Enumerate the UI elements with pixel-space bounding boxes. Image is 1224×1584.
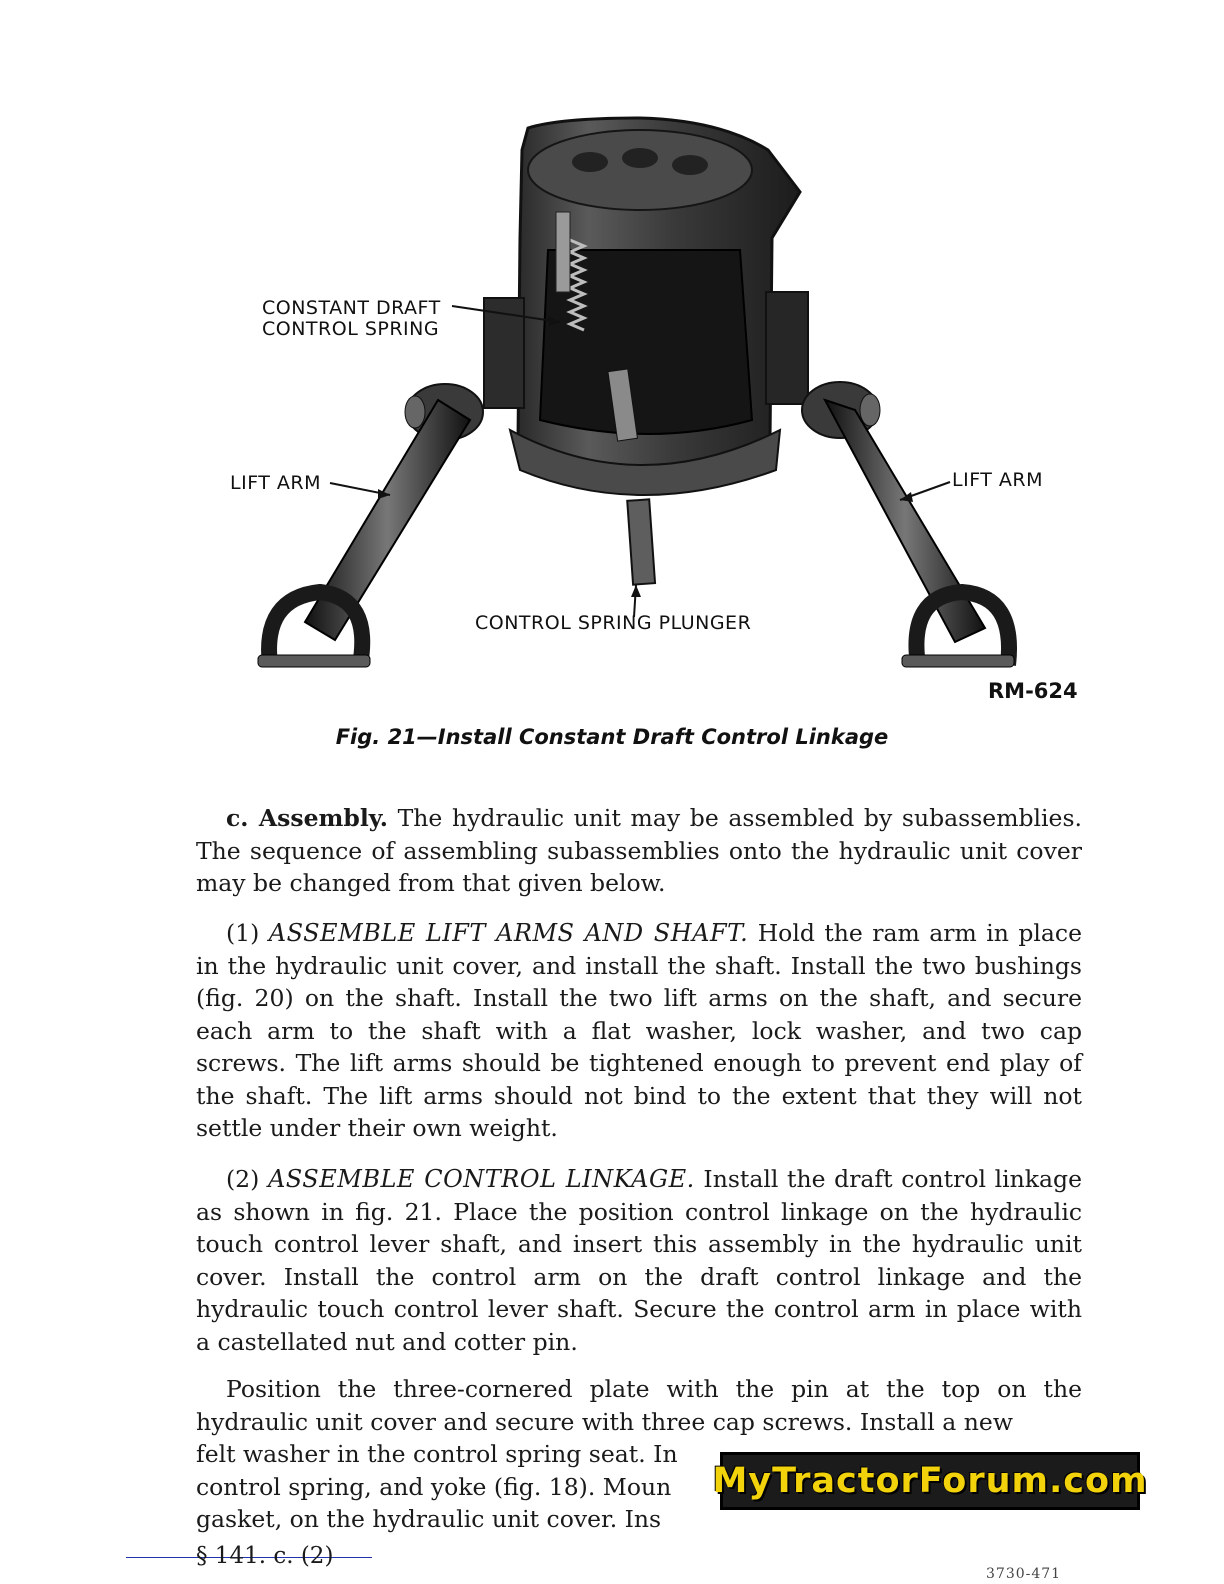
label-constant-draft-spring-1: CONSTANT DRAFT [262, 297, 441, 319]
paragraph-lift-arms [196, 917, 1082, 1145]
plate-line-4: control spring, and yoke (fig. 18). Moun [196, 1472, 672, 1501]
lift-arms-text: Hold the ram arm in place in the hydraulic unit cover, and install the shaft. Install the two bushings (fig. 20) on the shaft. Install the two lift arms on the shaft, and secure each arm to the shaft with a flat washer, lock washer, and two cap screws. The lift arms should be tightened enough to prevent end play of the shaft. The lift arms should not bind to the extent that they will not settle under their own weight. [196, 919, 1083, 1142]
label-lift-arm-right: LIFT ARM [952, 469, 1044, 491]
section-reference: § 141. c. (2) [196, 1543, 334, 1569]
step-number-2: (2) [226, 1165, 268, 1193]
control-linkage-heading: ASSEMBLE CONTROL LINKAGE. [267, 1165, 695, 1193]
plate-line-5: gasket, on the hydraulic unit cover. Ins [196, 1505, 662, 1533]
label-constant-draft-spring-2: CONTROL SPRING [262, 318, 440, 340]
figure-caption: Fig. 21—Install Constant Draft Control Linkage [335, 725, 889, 749]
hydraulic-unit-illustration [0, 0, 1224, 770]
figure-21 [0, 0, 1224, 770]
page-code: 3730-471 [986, 1566, 1062, 1582]
control-linkage-text: Install the draft control linkage as shown in fig. 21. Place the position control linkage on the hydraulic touch control lever shaft, and insert this assembly in the hydraulic unit cover. Install the control arm on the draft control linkage and the hydraulic touch control lever shaft. Secure the control arm in place with a castellated nut and cotter pin. [196, 1165, 1083, 1356]
paragraph-assembly [196, 802, 1082, 900]
plate-text: Position the three-cornered plate with the pin at the top on the hydraulic unit cover and secure with three cap screws. Install a new [196, 1375, 1082, 1436]
step-number-1: (1) [226, 919, 269, 947]
assembly-heading: c. Assembly. [226, 804, 388, 832]
paragraph-control-linkage [196, 1163, 1082, 1358]
label-lift-arm-left: LIFT ARM [230, 472, 322, 494]
plate-line-3: felt washer in the control spring seat. In [196, 1440, 678, 1468]
assembly-text: The hydraulic unit may be assembled by subassemblies. The sequence of assembling subassemblies onto the hydraulic unit cover may be changed from that given below. [196, 804, 1082, 897]
label-control-spring-plunger: CONTROL SPRING PLUNGER [475, 612, 752, 634]
figure-id: RM-624 [988, 679, 1078, 703]
lift-arms-heading: ASSEMBLE LIFT ARMS AND SHAFT. [268, 919, 749, 947]
watermark-logo: MyTractorForum.com [720, 1452, 1140, 1510]
